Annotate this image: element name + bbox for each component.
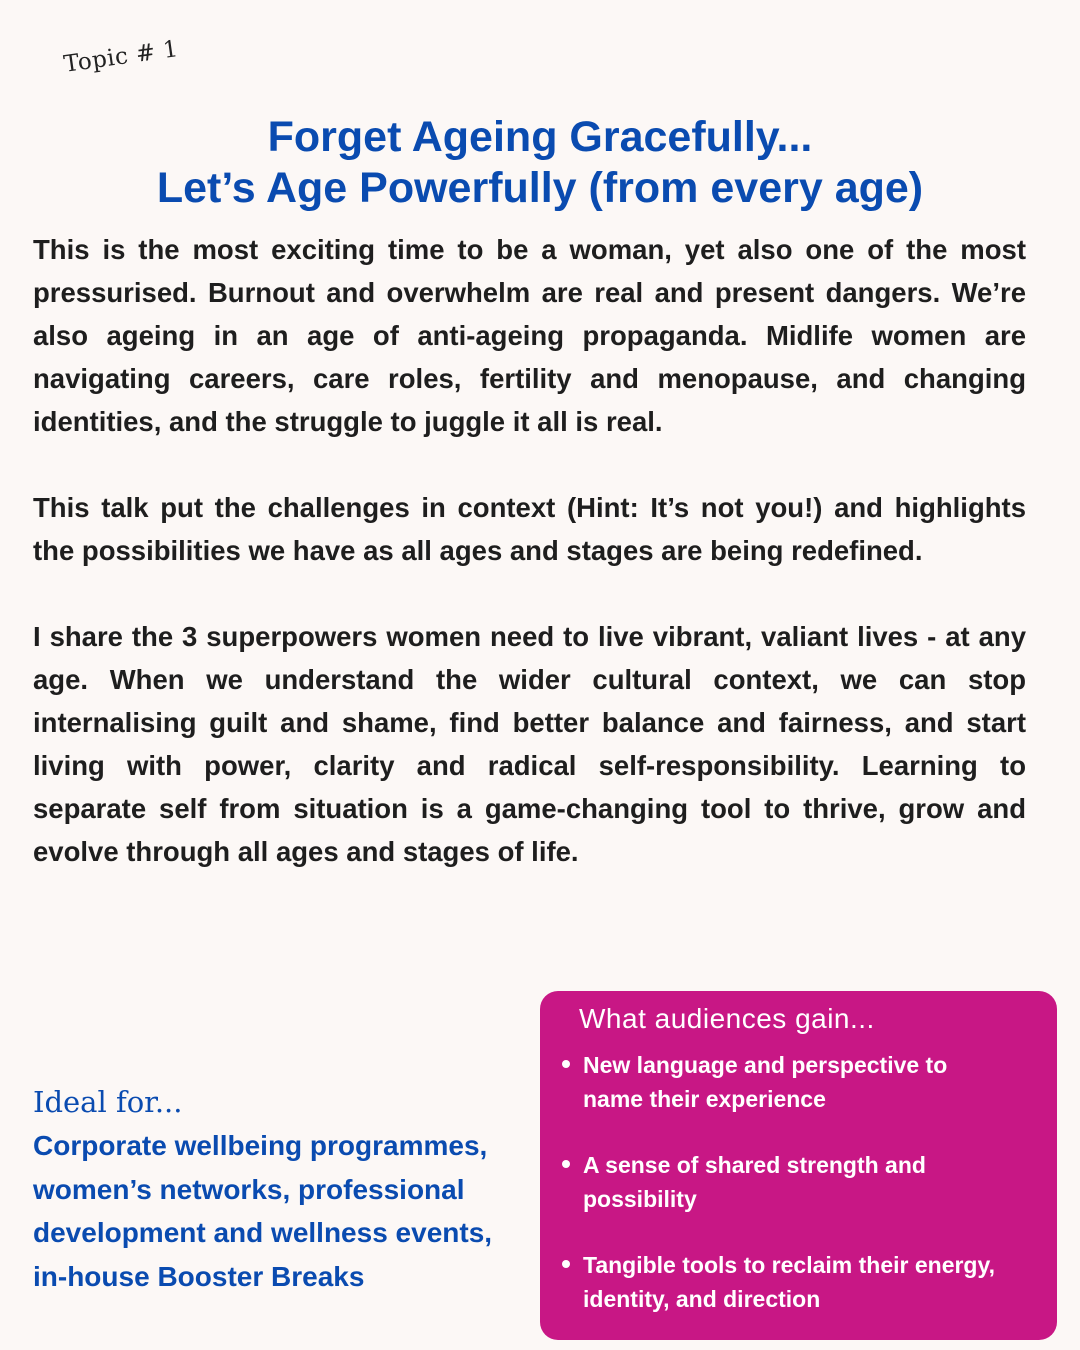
topic-label: Topic # 1 xyxy=(62,36,181,78)
talk-description xyxy=(33,228,1026,916)
ideal-for-section xyxy=(33,1080,533,1298)
page-title xyxy=(0,112,1080,214)
gain-item xyxy=(583,1248,1013,1316)
gain-item xyxy=(583,1048,1013,1116)
gain-item-text: Tangible tools to reclaim their energy, identity, and direction xyxy=(583,1252,995,1312)
audiences-gain-heading: What audiences gain... xyxy=(579,1003,875,1034)
bullet-icon xyxy=(562,1160,570,1168)
ideal-for-heading: Ideal for... xyxy=(33,1085,183,1119)
audiences-gain-list xyxy=(583,1048,1013,1348)
description-paragraph-2: This talk put the challenges in context (Hint: It’s not you!) and highlights the possibilities we have as all ages and stages are being redefined. xyxy=(33,492,1026,566)
bullet-icon xyxy=(562,1260,570,1268)
gain-item xyxy=(583,1148,1013,1216)
gain-item-text: New language and perspective to name their experience xyxy=(583,1052,948,1112)
ideal-for-text: Corporate wellbeing programmes, women’s networks, professional development and wellness events, in-house Booster Breaks xyxy=(33,1130,493,1292)
audiences-gain-box xyxy=(540,991,1057,1340)
title-line-2: Let’s Age Powerfully (from every age) xyxy=(156,164,924,212)
description-paragraph-1: This is the most exciting time to be a woman, yet also one of the most pressurised. Burnout and overwhelm are real and present dangers. We’re also ageing in an age of anti-ageing propaganda. Midlife women are navigating careers, care roles, fertility and menopause, and changing identities, and the struggle to juggle it all is real. xyxy=(33,234,1026,437)
title-line-1: Forget Ageing Gracefully... xyxy=(267,113,813,161)
bullet-icon xyxy=(562,1060,570,1068)
description-paragraph-3: I share the 3 superpowers women need to live vibrant, valiant lives - at any age. When we understand the wider cultural context, we can stop internalising guilt and shame, find better balance and fairness, and start living with power, clarity and radical self-responsibility. Learning to separate self from situation is a game-changing tool to thrive, grow and evolve through all ages and stages of life. xyxy=(33,621,1026,867)
gain-item-text: A sense of shared strength and possibility xyxy=(583,1152,926,1212)
